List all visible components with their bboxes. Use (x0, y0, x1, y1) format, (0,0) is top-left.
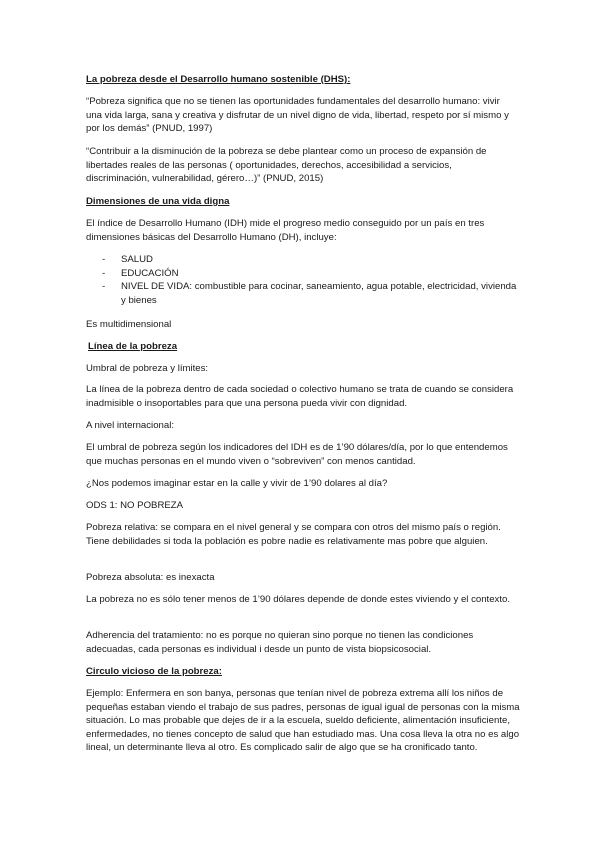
list-item-text: SALUD (121, 254, 153, 265)
quote-pnud-2015: “Contribuir a la disminución de la pobreza se debe plantear como un proceso de expansión de libertades reales de las personas ( oportunidades, derechos, accesibilidad a servicios, discriminación, vulnerabilidad, gérero…)” (PNUD, 2015) (86, 146, 487, 185)
list-item (102, 253, 522, 267)
ods-label: ODS 1: NO POBREZA (86, 500, 184, 511)
list-item-text: NIVEL DE VIDA: combustible para cocinar, saneamiento, agua potable, electricidad, vivienda y bienes (121, 281, 517, 306)
list-item (102, 267, 522, 281)
quote-pnud-1997: “Pobreza significa que no se tienen las oportunidades fundamentales del desarrollo humano: vivir una vida larga, sana y creativa y disfrutar de un nivel digno de vida, libertad, respeto por sí mismo y por los demás” (PNUD, 1997) (86, 96, 509, 135)
heading-dimensiones: Dimensiones de una vida digna (86, 196, 230, 207)
pobreza-absoluta-label: Pobreza absoluta: es inexacta (86, 572, 215, 583)
adherencia-paragraph: Adherencia del tratamiento: no es porque no quieran sino porque no tienen las condiciones adecuadas, cada personas es individual i desde un punto de vista biopsicosocial. (86, 630, 474, 655)
dash-marker: - (102, 267, 106, 279)
nivel-internacional-label: A nivel internacional: (86, 420, 174, 431)
umbral-label: Umbral de pobreza y límites: (86, 363, 209, 374)
pobreza-absoluta-paragraph: La pobreza no es sólo tener menos de 1’90 dólares depende de donde estes viviendo y el contexto. (86, 594, 511, 605)
idh-paragraph: El índice de Desarrollo Humano (IDH) mide el progreso medio conseguido por un país en tres dimensiones básicas del Desarrollo Humano (DH), incluye: (86, 218, 485, 243)
linea-paragraph: La línea de la pobreza dentro de cada sociedad o colectivo humano se trata de cuando se considera inadmisible o insoportables para que una persona pueda vivir con dignidad. (86, 384, 514, 409)
dash-marker: - (102, 254, 106, 265)
heading-desarrollo-humano: La pobreza desde el Desarrollo humano sostenible (DHS): (86, 74, 351, 85)
umbral-paragraph: El umbral de pobreza según los indicadores del IDH es de 1’90 dólares/día, por lo que entendemos que muchas personas en el mundo viven o “sobreviven” con menos cantidad. (86, 442, 508, 467)
multidimensional-text: Es multidimensional (86, 319, 172, 330)
heading-circulo-vicioso: Circulo vicioso de la pobreza: (86, 666, 222, 677)
dash-marker: - (102, 281, 106, 293)
list-item-text: EDUCACIÓN (121, 267, 179, 279)
pobreza-relativa-paragraph: Pobreza relativa: se compara en el nivel general y se compara con otros del mismo país o región. Tiene debilidades si toda la población es pobre nadie es relativamente mas pobre que alguien. (86, 522, 501, 547)
list-item (102, 280, 522, 307)
heading-linea-pobreza: Línea de la pobreza (88, 341, 178, 352)
dimensiones-list (102, 253, 522, 307)
pregunta-text: ¿Nos podemos imaginar estar en la calle y vivir de 1’90 dolares al día? (86, 478, 388, 489)
ejemplo-paragraph: Ejemplo: Enfermera en son banya, personas que tenían nivel de pobreza extrema allí los niños de pequeñas estaban viendo el trabajo de sus padres, personas de igual igual de personas con la misma situación. Lo mas probable que dejes de ir a la escuela, sueldo deficiente, alimentación insuficiente, enfermedades, no tienes concepto de salud que han estudiado mas. Una cosa lleva la otra no es algo lineal, un determinante lleva al otro. Es complicado salir de algo que se ha cronificado tanto. (86, 688, 520, 754)
